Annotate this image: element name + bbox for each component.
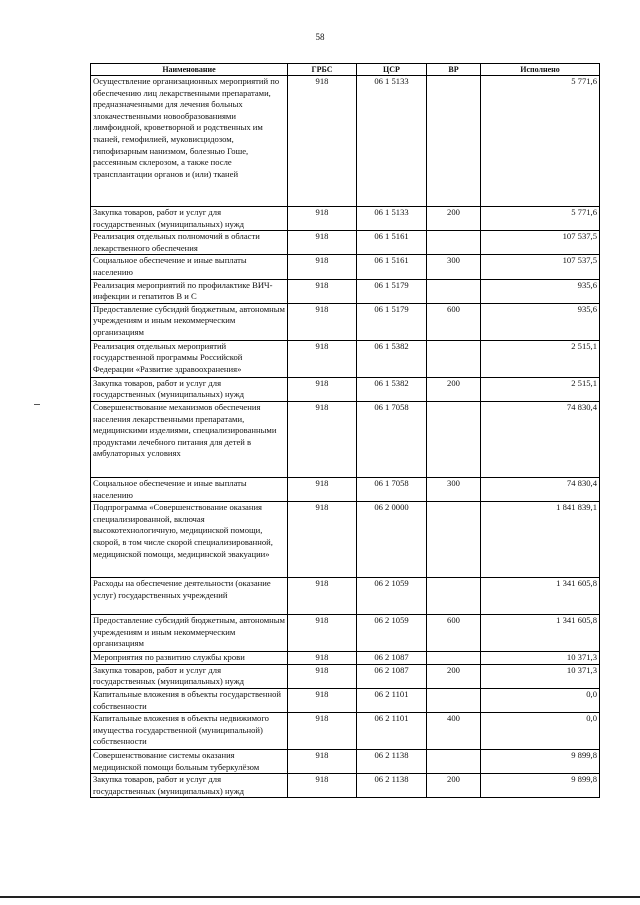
- cell-grbs: 918: [288, 340, 357, 377]
- table-row: [91, 303, 600, 340]
- budget-table: [90, 63, 600, 798]
- cell-csr: 06 1 5161: [357, 255, 427, 279]
- cell-exec: 0,0: [481, 688, 600, 712]
- cell-exec: 107 537,5: [481, 231, 600, 255]
- header-grbs: ГРБС: [288, 64, 357, 76]
- header-name: Наименование: [91, 64, 288, 76]
- cell-vr: 200: [427, 774, 481, 798]
- table-row: [91, 664, 600, 688]
- cell-csr: 06 1 5161: [357, 231, 427, 255]
- cell-csr: 06 2 0000: [357, 502, 427, 578]
- cell-grbs: 918: [288, 255, 357, 279]
- table-row: [91, 207, 600, 231]
- cell-grbs: 918: [288, 750, 357, 774]
- cell-grbs: 918: [288, 713, 357, 750]
- cell-vr: [427, 76, 481, 207]
- cell-csr: 06 2 1087: [357, 652, 427, 665]
- cell-name: Предоставление субсидий бюджетным, автономным учреждениям и иным некоммерческим организациям: [91, 303, 288, 340]
- cell-csr: 06 2 1101: [357, 688, 427, 712]
- table-row: [91, 279, 600, 303]
- cell-name: Социальное обеспечение и иные выплаты населению: [91, 477, 288, 501]
- cell-name: Реализация мероприятий по профилактике ВИЧ-инфекции и гепатитов В и С: [91, 279, 288, 303]
- cell-exec: 5 771,6: [481, 76, 600, 207]
- cell-grbs: 918: [288, 303, 357, 340]
- cell-vr: 200: [427, 377, 481, 401]
- cell-vr: [427, 652, 481, 665]
- table-row: [91, 340, 600, 377]
- cell-name: Закупка товаров, работ и услуг для государственных (муниципальных) нужд: [91, 207, 288, 231]
- cell-csr: 06 1 7058: [357, 477, 427, 501]
- cell-vr: [427, 340, 481, 377]
- cell-vr: [427, 231, 481, 255]
- header-csr: ЦСР: [357, 64, 427, 76]
- cell-vr: 400: [427, 713, 481, 750]
- cell-name: Осуществление организационных мероприятий по обеспечению лиц лекарственными препаратами, предназначенными для лечения больных злокачественными новообразованиями лимфоидной, кроветворной и родственных им тканей, гемофилией, муковисцидозом, гипофизарным нанизмом, болезнью Гоше, рассеянным склерозом, а также после трансплантации органов и (или) тканей: [91, 76, 288, 207]
- header-vr: ВР: [427, 64, 481, 76]
- cell-csr: 06 2 1059: [357, 578, 427, 615]
- cell-csr: 06 1 5382: [357, 377, 427, 401]
- table-row: [91, 774, 600, 798]
- cell-exec: 9 899,8: [481, 774, 600, 798]
- cell-grbs: 918: [288, 578, 357, 615]
- cell-grbs: 918: [288, 377, 357, 401]
- cell-name: Совершенствование механизмов обеспечения населения лекарственными препаратами, медицинскими изделиями, специализированными продуктами лечебного питания для детей в амбулаторных условиях: [91, 401, 288, 477]
- cell-vr: [427, 401, 481, 477]
- cell-grbs: 918: [288, 652, 357, 665]
- cell-csr: 06 2 1059: [357, 615, 427, 652]
- cell-vr: 600: [427, 303, 481, 340]
- cell-vr: 600: [427, 615, 481, 652]
- table-row: [91, 502, 600, 578]
- table-row: [91, 688, 600, 712]
- cell-vr: 300: [427, 255, 481, 279]
- cell-csr: 06 1 5382: [357, 340, 427, 377]
- cell-exec: 1 341 605,8: [481, 615, 600, 652]
- cell-exec: 10 371,3: [481, 652, 600, 665]
- cell-exec: 0,0: [481, 713, 600, 750]
- cell-grbs: 918: [288, 279, 357, 303]
- cell-vr: [427, 688, 481, 712]
- table-row: [91, 255, 600, 279]
- cell-grbs: 918: [288, 207, 357, 231]
- cell-csr: 06 2 1138: [357, 774, 427, 798]
- cell-exec: 74 830,4: [481, 401, 600, 477]
- cell-exec: 2 515,1: [481, 340, 600, 377]
- cell-csr: 06 2 1101: [357, 713, 427, 750]
- cell-grbs: 918: [288, 401, 357, 477]
- cell-exec: 935,6: [481, 303, 600, 340]
- cell-exec: 2 515,1: [481, 377, 600, 401]
- cell-vr: [427, 578, 481, 615]
- cell-grbs: 918: [288, 502, 357, 578]
- cell-name: Подпрограмма «Совершенствование оказания специализированной, включая высокотехнологичную, медицинской помощи, скорой, в том числе скорой специализированной, медицинской помощи, медицинской эвакуации»: [91, 502, 288, 578]
- cell-grbs: 918: [288, 615, 357, 652]
- cell-vr: [427, 750, 481, 774]
- cell-name: Реализация отдельных мероприятий государственной программы Российской Федерации «Развитие здравоохранения»: [91, 340, 288, 377]
- cell-csr: 06 1 5133: [357, 207, 427, 231]
- cell-grbs: 918: [288, 688, 357, 712]
- table-row: [91, 578, 600, 615]
- table-row: [91, 231, 600, 255]
- table-row: [91, 377, 600, 401]
- cell-vr: 200: [427, 207, 481, 231]
- cell-name: Закупка товаров, работ и услуг для государственных (муниципальных) нужд: [91, 664, 288, 688]
- cell-exec: 9 899,8: [481, 750, 600, 774]
- cell-name: Предоставление субсидий бюджетным, автономным учреждениям и иным некоммерческим организациям: [91, 615, 288, 652]
- table-row: [91, 76, 600, 207]
- cell-name: Закупка товаров, работ и услуг для государственных (муниципальных) нужд: [91, 377, 288, 401]
- cell-csr: 06 2 1138: [357, 750, 427, 774]
- cell-csr: 06 2 1087: [357, 664, 427, 688]
- cell-exec: 74 830,4: [481, 477, 600, 501]
- table-row: [91, 401, 600, 477]
- table-row: [91, 652, 600, 665]
- cell-exec: 1 341 605,8: [481, 578, 600, 615]
- cell-vr: [427, 502, 481, 578]
- cell-name: Мероприятия по развитию службы крови: [91, 652, 288, 665]
- cell-exec: 1 841 839,1: [481, 502, 600, 578]
- table-row: [91, 713, 600, 750]
- cell-csr: 06 1 5179: [357, 279, 427, 303]
- cell-vr: 300: [427, 477, 481, 501]
- table-header-row: [91, 64, 600, 76]
- cell-grbs: 918: [288, 774, 357, 798]
- cell-vr: 200: [427, 664, 481, 688]
- cell-name: Реализация отдельных полномочий в области лекарственного обеспечения: [91, 231, 288, 255]
- cell-grbs: 918: [288, 664, 357, 688]
- cell-name: Совершенствование системы оказания медицинской помощи больным туберкулёзом: [91, 750, 288, 774]
- cell-name: Социальное обеспечение и иные выплаты населению: [91, 255, 288, 279]
- bottom-rule: [0, 896, 640, 898]
- table-row: [91, 750, 600, 774]
- cell-exec: 107 537,5: [481, 255, 600, 279]
- cell-csr: 06 1 5133: [357, 76, 427, 207]
- cell-name: Капитальные вложения в объекты государственной собственности: [91, 688, 288, 712]
- header-exec: Исполнено: [481, 64, 600, 76]
- cell-name: Капитальные вложения в объекты недвижимого имущества государственной (муниципальной) собственности: [91, 713, 288, 750]
- table-row: [91, 477, 600, 501]
- cell-vr: [427, 279, 481, 303]
- cell-exec: 10 371,3: [481, 664, 600, 688]
- margin-mark: [34, 404, 40, 405]
- cell-name: Расходы на обеспечение деятельности (оказание услуг) государственных учреждений: [91, 578, 288, 615]
- cell-grbs: 918: [288, 231, 357, 255]
- page-number: 58: [315, 32, 325, 42]
- cell-grbs: 918: [288, 477, 357, 501]
- cell-csr: 06 1 7058: [357, 401, 427, 477]
- table-body: [91, 76, 600, 798]
- table-row: [91, 615, 600, 652]
- cell-exec: 5 771,6: [481, 207, 600, 231]
- cell-csr: 06 1 5179: [357, 303, 427, 340]
- cell-exec: 935,6: [481, 279, 600, 303]
- cell-name: Закупка товаров, работ и услуг для государственных (муниципальных) нужд: [91, 774, 288, 798]
- cell-grbs: 918: [288, 76, 357, 207]
